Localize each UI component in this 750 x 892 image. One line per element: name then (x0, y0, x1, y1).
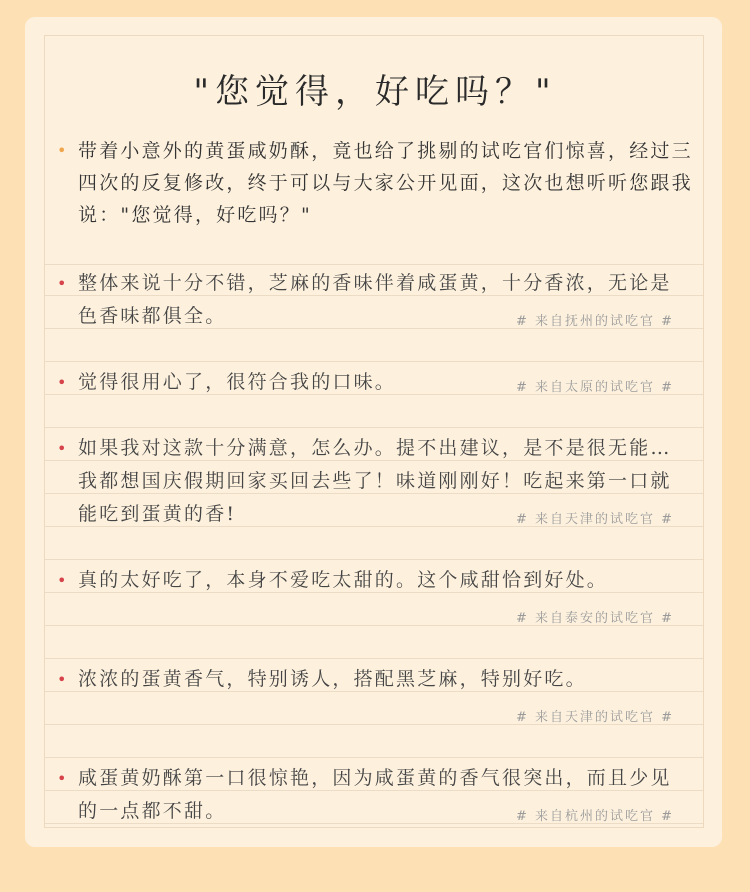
review-source: # 来自抚州的试吃官 # (515, 314, 674, 329)
intro-paragraph (57, 135, 707, 231)
review-source: # 来自杭州的试吃官 # (515, 809, 674, 824)
review-text: 浓浓的蛋黄香气，特别诱人，搭配黑芝麻，特别好吃。 (78, 668, 587, 690)
review-bullet-icon: • (57, 769, 69, 788)
review-source: # 来自天津的试吃官 # (515, 710, 674, 725)
review-item (57, 663, 692, 725)
review-text: 觉得很用心了，很符合我的口味。 (78, 371, 397, 393)
review-bullet-icon: • (57, 670, 69, 689)
review-bullet-icon: • (57, 373, 69, 392)
review-bullet-icon: • (57, 571, 69, 590)
review-source: # 来自泰安的试吃官 # (515, 611, 674, 626)
review-item (57, 366, 692, 399)
review-text: 如果我对这款十分满意，怎么办。提不出建议，是不是很无能…我都想国庆假期回家买回去些了！味道刚刚好！吃起来第一口就能吃到蛋黄的香! (78, 437, 672, 525)
review-text: 咸蛋黄奶酥第一口很惊艳，因为咸蛋黄的香气很突出，而且少见的一点都不甜。 (78, 767, 672, 822)
page-title: "您觉得，好吃吗？" (193, 72, 557, 112)
review-item (57, 564, 692, 626)
review-bullet-icon: • (57, 439, 69, 458)
review-source: # 来自天津的试吃官 # (515, 512, 674, 527)
review-text: 真的太好吃了，本身不爱吃太甜的。这个咸甜恰到好处。 (78, 569, 609, 591)
intro-text: 带着小意外的黄蛋咸奶酥，竟也给了挑剔的试吃官们惊喜，经过三四次的反复修改，终于可以与大家公开见面，这次也想听听您跟我说："您觉得，好吃吗？" (78, 140, 693, 226)
review-source: # 来自太原的试吃官 # (515, 380, 674, 395)
intro-bullet-icon: • (57, 141, 69, 160)
review-item (57, 762, 692, 828)
review-text: 整体来说十分不错，芝麻的香味伴着咸蛋黄，十分香浓，无论是色香味都俱全。 (78, 272, 672, 327)
review-item (57, 432, 692, 531)
review-bullet-icon: • (57, 274, 69, 293)
review-item (57, 267, 692, 333)
